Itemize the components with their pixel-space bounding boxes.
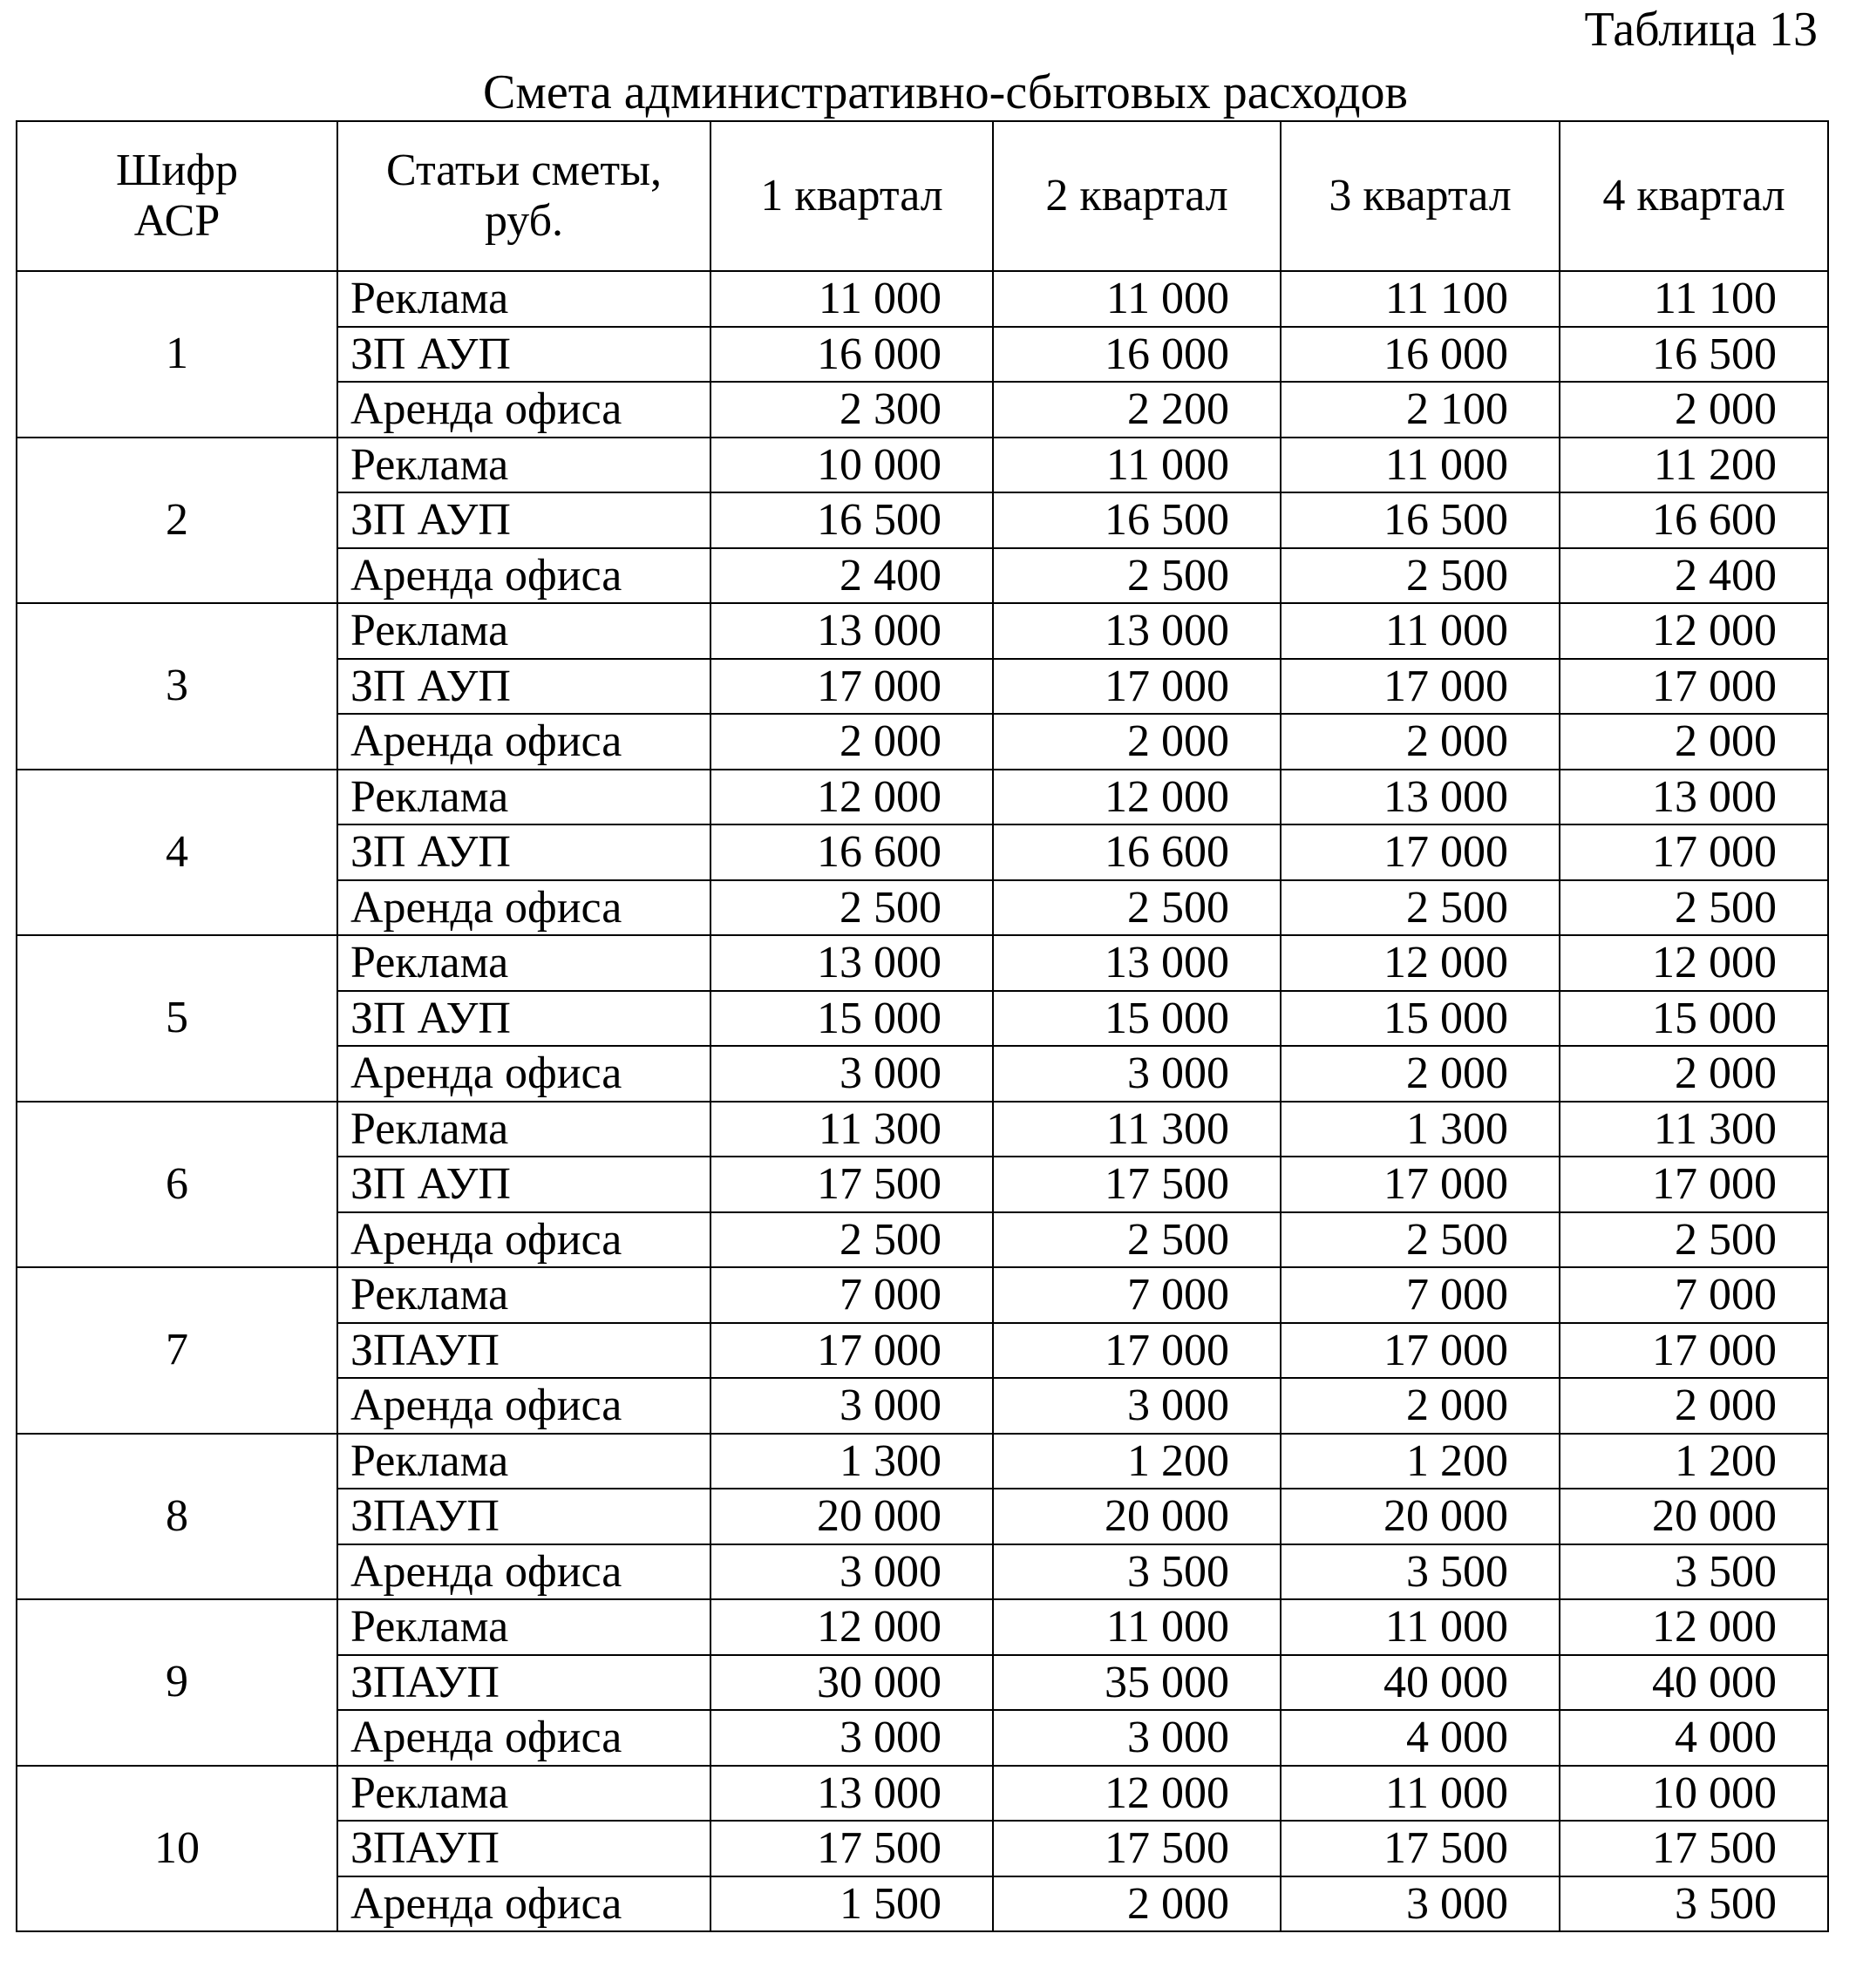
value-cell-q4: 2 000 bbox=[1560, 1378, 1828, 1434]
expense-item-cell: Аренда офиса bbox=[337, 382, 710, 438]
table-row bbox=[17, 1102, 1828, 1157]
value-cell-q2: 16 600 bbox=[993, 824, 1281, 880]
column-header-q4: 4 квартал bbox=[1560, 121, 1828, 271]
value-cell-q2: 2 000 bbox=[993, 1876, 1281, 1932]
value-cell-q4: 40 000 bbox=[1560, 1655, 1828, 1711]
value-cell-q3: 15 000 bbox=[1281, 991, 1560, 1047]
value-cell-q1: 17 000 bbox=[710, 1323, 993, 1379]
expense-item-cell: ЗП АУП bbox=[337, 1157, 710, 1212]
value-cell-q3: 11 000 bbox=[1281, 1599, 1560, 1655]
value-cell-q3: 11 100 bbox=[1281, 271, 1560, 327]
value-cell-q2: 1 200 bbox=[993, 1434, 1281, 1489]
value-cell-q4: 20 000 bbox=[1560, 1489, 1828, 1544]
value-cell-q3: 16 500 bbox=[1281, 492, 1560, 548]
value-cell-q4: 10 000 bbox=[1560, 1766, 1828, 1822]
value-cell-q3: 2 000 bbox=[1281, 1046, 1560, 1102]
expense-item-cell: ЗП АУП bbox=[337, 492, 710, 548]
value-cell-q1: 2 000 bbox=[710, 714, 993, 770]
value-cell-q1: 13 000 bbox=[710, 1766, 993, 1822]
value-cell-q4: 2 000 bbox=[1560, 382, 1828, 438]
expense-estimate-table bbox=[16, 120, 1829, 1932]
value-cell-q1: 11 300 bbox=[710, 1102, 993, 1157]
column-header-q1: 1 квартал bbox=[710, 121, 993, 271]
column-header-code: Шифр АСР bbox=[17, 121, 337, 271]
asr-code-cell: 6 bbox=[17, 1102, 337, 1268]
asr-code-cell: 5 bbox=[17, 935, 337, 1102]
asr-code-cell: 3 bbox=[17, 603, 337, 770]
value-cell-q3: 2 000 bbox=[1281, 1378, 1560, 1434]
value-cell-q4: 16 600 bbox=[1560, 492, 1828, 548]
expense-item-cell: Реклама bbox=[337, 271, 710, 327]
expense-item-cell: Аренда офиса bbox=[337, 1876, 710, 1932]
expense-item-cell: ЗП АУП bbox=[337, 824, 710, 880]
table-row bbox=[17, 603, 1828, 659]
value-cell-q4: 17 000 bbox=[1560, 1323, 1828, 1379]
value-cell-q4: 17 000 bbox=[1560, 1157, 1828, 1212]
value-cell-q1: 30 000 bbox=[710, 1655, 993, 1711]
value-cell-q3: 40 000 bbox=[1281, 1655, 1560, 1711]
value-cell-q4: 11 100 bbox=[1560, 271, 1828, 327]
value-cell-q4: 12 000 bbox=[1560, 603, 1828, 659]
value-cell-q4: 3 500 bbox=[1560, 1544, 1828, 1600]
table-row bbox=[17, 1766, 1828, 1822]
table-row bbox=[17, 271, 1828, 327]
expense-item-cell: Аренда офиса bbox=[337, 1046, 710, 1102]
value-cell-q3: 13 000 bbox=[1281, 770, 1560, 825]
expense-item-cell: Реклама bbox=[337, 438, 710, 493]
value-cell-q1: 2 500 bbox=[710, 880, 993, 936]
value-cell-q1: 3 000 bbox=[710, 1710, 993, 1766]
expense-item-cell: Реклама bbox=[337, 1267, 710, 1323]
value-cell-q3: 12 000 bbox=[1281, 935, 1560, 991]
value-cell-q4: 3 500 bbox=[1560, 1876, 1828, 1932]
value-cell-q1: 12 000 bbox=[710, 770, 993, 825]
expense-item-cell: Реклама bbox=[337, 1766, 710, 1822]
table-row bbox=[17, 935, 1828, 991]
value-cell-q2: 2 500 bbox=[993, 880, 1281, 936]
value-cell-q3: 16 000 bbox=[1281, 327, 1560, 383]
document-title: Смета административно-сбытовых расходов bbox=[483, 65, 1408, 119]
value-cell-q3: 20 000 bbox=[1281, 1489, 1560, 1544]
value-cell-q3: 2 100 bbox=[1281, 382, 1560, 438]
expense-item-cell: Аренда офиса bbox=[337, 548, 710, 604]
value-cell-q2: 17 500 bbox=[993, 1157, 1281, 1212]
value-cell-q2: 2 200 bbox=[993, 382, 1281, 438]
value-cell-q3: 3 500 bbox=[1281, 1544, 1560, 1600]
asr-code-cell: 4 bbox=[17, 770, 337, 936]
value-cell-q4: 2 000 bbox=[1560, 714, 1828, 770]
value-cell-q2: 17 000 bbox=[993, 659, 1281, 715]
value-cell-q3: 17 000 bbox=[1281, 824, 1560, 880]
asr-code-cell: 2 bbox=[17, 438, 337, 604]
value-cell-q2: 3 500 bbox=[993, 1544, 1281, 1600]
value-cell-q1: 7 000 bbox=[710, 1267, 993, 1323]
expense-item-cell: Реклама bbox=[337, 770, 710, 825]
value-cell-q2: 11 300 bbox=[993, 1102, 1281, 1157]
value-cell-q4: 2 000 bbox=[1560, 1046, 1828, 1102]
value-cell-q1: 1 500 bbox=[710, 1876, 993, 1932]
asr-code-cell: 9 bbox=[17, 1599, 337, 1766]
value-cell-q1: 16 000 bbox=[710, 327, 993, 383]
value-cell-q1: 2 400 bbox=[710, 548, 993, 604]
value-cell-q1: 17 500 bbox=[710, 1157, 993, 1212]
expense-item-cell: Аренда офиса bbox=[337, 1378, 710, 1434]
value-cell-q3: 11 000 bbox=[1281, 438, 1560, 493]
column-header-q2: 2 квартал bbox=[993, 121, 1281, 271]
value-cell-q3: 2 000 bbox=[1281, 714, 1560, 770]
value-cell-q2: 17 000 bbox=[993, 1323, 1281, 1379]
value-cell-q1: 12 000 bbox=[710, 1599, 993, 1655]
value-cell-q3: 17 500 bbox=[1281, 1821, 1560, 1876]
table-number: Таблица 13 bbox=[1584, 3, 1818, 57]
value-cell-q4: 17 000 bbox=[1560, 659, 1828, 715]
column-header-item: Статьи сметы, руб. bbox=[337, 121, 710, 271]
expense-item-cell: ЗПАУП bbox=[337, 1655, 710, 1711]
value-cell-q2: 17 500 bbox=[993, 1821, 1281, 1876]
value-cell-q2: 20 000 bbox=[993, 1489, 1281, 1544]
value-cell-q1: 17 000 bbox=[710, 659, 993, 715]
value-cell-q4: 1 200 bbox=[1560, 1434, 1828, 1489]
value-cell-q2: 13 000 bbox=[993, 603, 1281, 659]
value-cell-q1: 3 000 bbox=[710, 1544, 993, 1600]
value-cell-q4: 12 000 bbox=[1560, 935, 1828, 991]
value-cell-q2: 13 000 bbox=[993, 935, 1281, 991]
expense-item-cell: ЗП АУП bbox=[337, 991, 710, 1047]
value-cell-q4: 2 500 bbox=[1560, 1212, 1828, 1268]
value-cell-q3: 1 300 bbox=[1281, 1102, 1560, 1157]
value-cell-q4: 13 000 bbox=[1560, 770, 1828, 825]
value-cell-q4: 15 000 bbox=[1560, 991, 1828, 1047]
expense-item-cell: ЗПАУП bbox=[337, 1821, 710, 1876]
header-row bbox=[17, 121, 1828, 271]
expense-item-cell: Аренда офиса bbox=[337, 1544, 710, 1600]
value-cell-q1: 16 500 bbox=[710, 492, 993, 548]
value-cell-q3: 17 000 bbox=[1281, 1323, 1560, 1379]
value-cell-q3: 3 000 bbox=[1281, 1876, 1560, 1932]
asr-code-cell: 1 bbox=[17, 271, 337, 438]
value-cell-q4: 16 500 bbox=[1560, 327, 1828, 383]
value-cell-q1: 3 000 bbox=[710, 1378, 993, 1434]
value-cell-q1: 11 000 bbox=[710, 271, 993, 327]
value-cell-q1: 15 000 bbox=[710, 991, 993, 1047]
value-cell-q4: 11 300 bbox=[1560, 1102, 1828, 1157]
value-cell-q2: 2 500 bbox=[993, 1212, 1281, 1268]
value-cell-q1: 13 000 bbox=[710, 603, 993, 659]
value-cell-q2: 16 000 bbox=[993, 327, 1281, 383]
table-row bbox=[17, 1267, 1828, 1323]
value-cell-q2: 3 000 bbox=[993, 1046, 1281, 1102]
value-cell-q3: 11 000 bbox=[1281, 603, 1560, 659]
value-cell-q2: 3 000 bbox=[993, 1378, 1281, 1434]
asr-code-cell: 7 bbox=[17, 1267, 337, 1434]
value-cell-q2: 12 000 bbox=[993, 770, 1281, 825]
expense-item-cell: ЗП АУП bbox=[337, 327, 710, 383]
value-cell-q4: 2 400 bbox=[1560, 548, 1828, 604]
expense-item-cell: Аренда офиса bbox=[337, 714, 710, 770]
table-row bbox=[17, 438, 1828, 493]
expense-item-cell: Реклама bbox=[337, 1434, 710, 1489]
column-header-q3: 3 квартал bbox=[1281, 121, 1560, 271]
value-cell-q2: 16 500 bbox=[993, 492, 1281, 548]
value-cell-q2: 35 000 bbox=[993, 1655, 1281, 1711]
value-cell-q4: 2 500 bbox=[1560, 880, 1828, 936]
value-cell-q3: 2 500 bbox=[1281, 548, 1560, 604]
expense-item-cell: Аренда офиса bbox=[337, 1212, 710, 1268]
value-cell-q3: 7 000 bbox=[1281, 1267, 1560, 1323]
value-cell-q2: 11 000 bbox=[993, 1599, 1281, 1655]
asr-code-cell: 8 bbox=[17, 1434, 337, 1600]
value-cell-q1: 2 500 bbox=[710, 1212, 993, 1268]
value-cell-q3: 1 200 bbox=[1281, 1434, 1560, 1489]
table-row bbox=[17, 1434, 1828, 1489]
value-cell-q3: 11 000 bbox=[1281, 1766, 1560, 1822]
value-cell-q2: 11 000 bbox=[993, 438, 1281, 493]
expense-item-cell: Реклама bbox=[337, 1599, 710, 1655]
value-cell-q1: 13 000 bbox=[710, 935, 993, 991]
value-cell-q1: 17 500 bbox=[710, 1821, 993, 1876]
value-cell-q4: 7 000 bbox=[1560, 1267, 1828, 1323]
value-cell-q4: 17 000 bbox=[1560, 824, 1828, 880]
value-cell-q1: 1 300 bbox=[710, 1434, 993, 1489]
value-cell-q3: 4 000 bbox=[1281, 1710, 1560, 1766]
value-cell-q4: 17 500 bbox=[1560, 1821, 1828, 1876]
value-cell-q1: 20 000 bbox=[710, 1489, 993, 1544]
value-cell-q4: 11 200 bbox=[1560, 438, 1828, 493]
value-cell-q2: 7 000 bbox=[993, 1267, 1281, 1323]
value-cell-q3: 2 500 bbox=[1281, 880, 1560, 936]
value-cell-q2: 12 000 bbox=[993, 1766, 1281, 1822]
value-cell-q2: 3 000 bbox=[993, 1710, 1281, 1766]
table-header bbox=[17, 121, 1828, 271]
table-row bbox=[17, 1599, 1828, 1655]
expense-item-cell: Реклама bbox=[337, 1102, 710, 1157]
expense-item-cell: ЗПАУП bbox=[337, 1489, 710, 1544]
value-cell-q1: 10 000 bbox=[710, 438, 993, 493]
value-cell-q3: 17 000 bbox=[1281, 659, 1560, 715]
value-cell-q3: 17 000 bbox=[1281, 1157, 1560, 1212]
value-cell-q3: 2 500 bbox=[1281, 1212, 1560, 1268]
expense-item-cell: Аренда офиса bbox=[337, 1710, 710, 1766]
asr-code-cell: 10 bbox=[17, 1766, 337, 1932]
table-body bbox=[17, 271, 1828, 1931]
expense-item-cell: Реклама bbox=[337, 603, 710, 659]
value-cell-q2: 2 500 bbox=[993, 548, 1281, 604]
value-cell-q2: 2 000 bbox=[993, 714, 1281, 770]
value-cell-q1: 3 000 bbox=[710, 1046, 993, 1102]
expense-item-cell: ЗПАУП bbox=[337, 1323, 710, 1379]
expense-item-cell: Аренда офиса bbox=[337, 880, 710, 936]
expense-item-cell: Реклама bbox=[337, 935, 710, 991]
value-cell-q4: 12 000 bbox=[1560, 1599, 1828, 1655]
value-cell-q2: 11 000 bbox=[993, 271, 1281, 327]
table-row bbox=[17, 770, 1828, 825]
value-cell-q1: 2 300 bbox=[710, 382, 993, 438]
value-cell-q1: 16 600 bbox=[710, 824, 993, 880]
value-cell-q4: 4 000 bbox=[1560, 1710, 1828, 1766]
expense-item-cell: ЗП АУП bbox=[337, 659, 710, 715]
value-cell-q2: 15 000 bbox=[993, 991, 1281, 1047]
